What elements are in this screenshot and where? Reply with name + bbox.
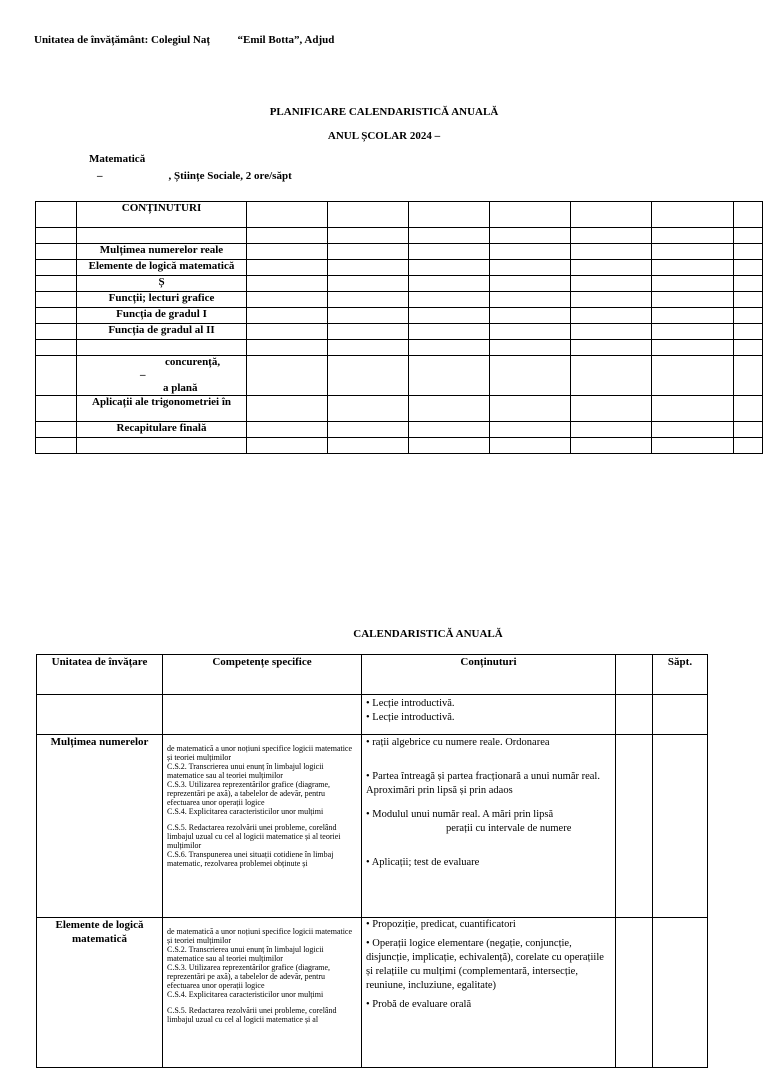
table-row (37, 918, 708, 1068)
subject-name: Matematică (89, 153, 146, 165)
weeks-header: Săpt. (653, 655, 708, 695)
row-label: Ș (77, 276, 247, 292)
contents-summary-table (35, 201, 763, 454)
table-row (37, 735, 708, 918)
row-label: Elemente de logică matematică (77, 260, 247, 276)
table-row (36, 340, 763, 356)
table-row (36, 324, 763, 340)
table-row (36, 308, 763, 324)
competences-cell: de matematică a unor noțiuni specifice logicii matematice și teoriei mulțimilor C.S.2. Transcrierea unui enunț în limbajul logicii matematice sau al teoriei mulțimilor C.S.3. Utilizarea reprezentărilor grafice (diagrame, reprezentări pe axă), a tabelelor de adevăr, pentru efectuarea unor operații logice C.S.4. Explicitarea caracteristicilor unor mulțimi C.S.5. Redactarea rezolvării unei probleme, corelând limbajul uzual cu cel al logicii matematice și al (163, 918, 362, 1068)
school-header: Unitatea de învățământ: Colegiul Naț “Emil Botta”, Adjud (34, 34, 335, 46)
table-row (36, 292, 763, 308)
table-row (36, 228, 763, 244)
table-row (37, 695, 708, 735)
row-label: Funcții; lecturi grafice (77, 292, 247, 308)
row-label: Aplicații ale trigonometriei în (77, 396, 247, 422)
unit-header: Unitatea de învățare (37, 655, 163, 695)
contents-cell: • Propoziție, predicat, cuantificatori • Operații logice elementare (negație, conjuncție, disjuncție, implicație, echivalență), corelate cu operațiile și relațiile cu mulțimi (complementară, intersecție, reuniune, incluziune, egalitate) • Probă de evaluare orală (362, 918, 616, 1068)
table-row (36, 356, 763, 396)
contents-cell: • rații algebrice cu numere reale. Ordonarea • Partea întreagă și partea fracționară a unui număr real. Aproximări prin lipsă și prin adaos • Modulul unui număr real. A mări prin lipsă perații cu intervale de numere • Aplicații; test de evaluare (362, 735, 616, 918)
table-row (36, 438, 763, 454)
table-row (36, 396, 763, 422)
unit-cell: Elemente de logică matematică (37, 918, 163, 1068)
document-title: PLANIFICARE CALENDARISTICĂ ANUALĂ (269, 106, 499, 118)
unit-cell: Mulțimea numerelor (37, 735, 163, 918)
row-label: Funcția de gradul al II (77, 324, 247, 340)
calendar-plan-table (36, 654, 708, 1068)
intro-contents: • Lecție introductivă. • Lecție introductivă. (362, 695, 616, 735)
competences-header: Competențe specifice (163, 655, 362, 695)
contents-header: CONȚINUTURI (77, 202, 247, 228)
competences-cell: de matematică a unor noțiuni specifice logicii matematice și teoriei mulțimilor C.S.2. Transcrierea unui enunț în limbajul logicii matematice sau al teoriei mulțimilor C.S.3. Utilizarea reprezentărilor grafice (diagrame, reprezentări pe axă), a tabelelor de adevăr, pentru efectuarea unor operații logice C.S.4. Explicitarea caracteristicilor unor mulțimi C.S.5. Redactarea rezolvării unei probleme, corelând limbajul uzual cu cel al logicii matematice și al teoriei mulțimilor C.S.6. Transpunerea unei situații cotidiene în limbaj matematic, rezolvarea problemei obținute și (163, 735, 362, 918)
table-row (36, 244, 763, 260)
table-row (36, 202, 763, 228)
table-row (36, 276, 763, 292)
row-label: Funcția de gradul I (77, 308, 247, 324)
second-title: CALENDARISTICĂ ANUALĂ (353, 628, 503, 640)
table-row (36, 260, 763, 276)
contents-header: Conținuturi (362, 655, 616, 695)
row-label (77, 228, 247, 244)
table-row (36, 422, 763, 438)
row-label: Mulțimea numerelor reale (77, 244, 247, 260)
row-label: Recapitulare finală (77, 422, 247, 438)
school-year: ANUL ȘCOLAR 2024 – (327, 130, 441, 142)
row-label-geometry: concurență, – a plană (77, 356, 247, 396)
table-header-row (37, 655, 708, 695)
row-label (77, 340, 247, 356)
class-profile: – , Științe Sociale, 2 ore/săpt (97, 170, 292, 182)
